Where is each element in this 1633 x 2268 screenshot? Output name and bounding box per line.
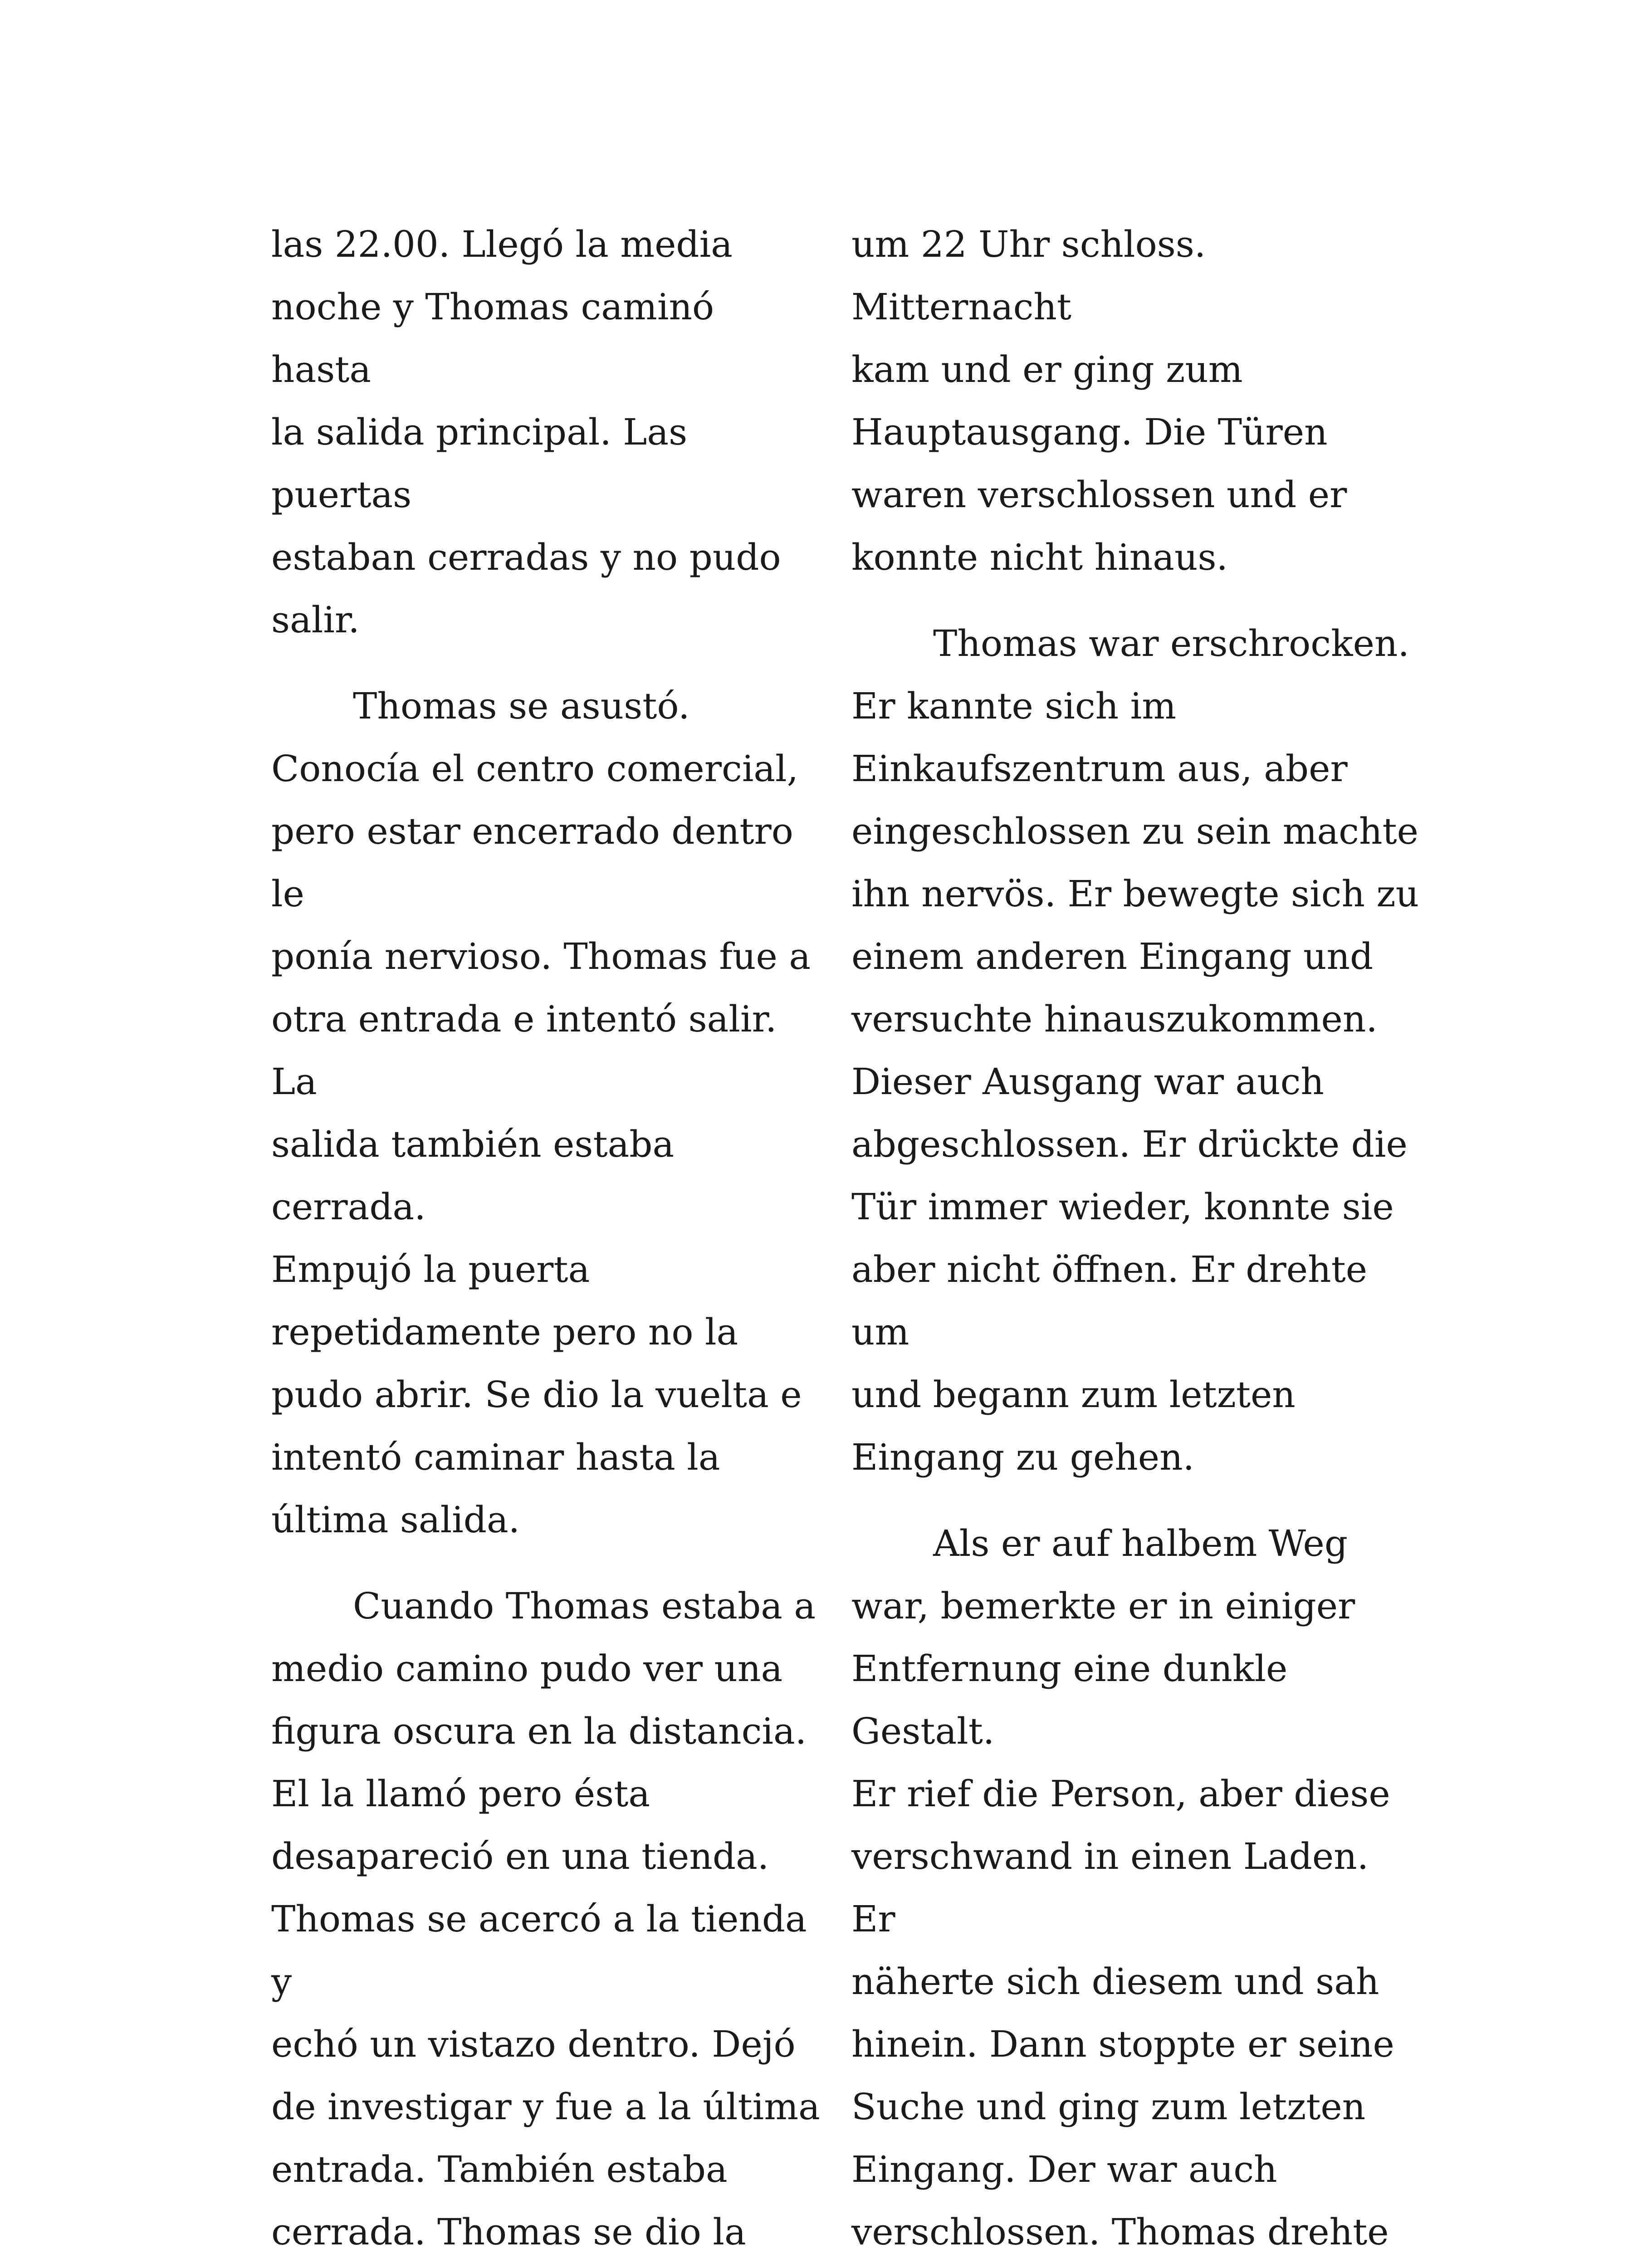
german-paragraph-1: um 22 Uhr schloss. Mitternacht kam und er ging zum Hauptausgang. Die Türen waren verschlossen und er konnte nicht hinaus.: [851, 223, 1347, 578]
german-paragraph-3: Als er auf halbem Weg war, bemerkte er in einiger Entfernung eine dunkle Gestalt. Er rief die Person, aber diese verschwand in einen Laden. Er näherte sich diesem und sah hinein. Dann stoppte er seine Suche und ging zum letzten Eingang. Der war auch verschlossen. Thomas drehte: [851, 1522, 1394, 2253]
spanish-column: [271, 213, 825, 2268]
spanish-paragraph-3: Cuando Thomas estaba a medio camino pudo ver una figura oscura en la distancia. El la llamó pero ésta desapareció en una tienda. Thomas se acercó a la tienda y echó un vistazo dentro. Dejó de investigar y fue a la última entrada. También estaba cerrada. Thomas se dio la: [271, 1585, 820, 2253]
spanish-paragraph-1: las 22.00. Llegó la media noche y Thomas caminó hasta la salida principal. Las puertas estaban cerradas y no pudo salir.: [271, 223, 781, 641]
spanish-paragraph-2: Thomas se asustó. Conocía el centro comercial, pero estar encerrado dentro le ponía nervioso. Thomas fue a otra entrada e intentó salir. La salida también estaba cerrada. Empujó la puerta repetidamente pero no la pudo abrir. Se dio la vuelta e intentó caminar hasta la última salida.: [271, 685, 811, 1541]
german-column: [851, 213, 1423, 2268]
german-paragraph-2: Thomas war erschrocken. Er kannte sich im Einkaufszentrum aus, aber eingeschlossen zu sein machte ihn nervös. Er bewegte sich zu einem anderen Eingang und versuchte hinauszukommen. Dieser Ausgang war auch abgeschlossen. Er drückte die Tür immer wieder, konnte sie aber nicht öffnen. Er drehte um und begann zum letzten Eingang zu gehen.: [851, 622, 1419, 1478]
